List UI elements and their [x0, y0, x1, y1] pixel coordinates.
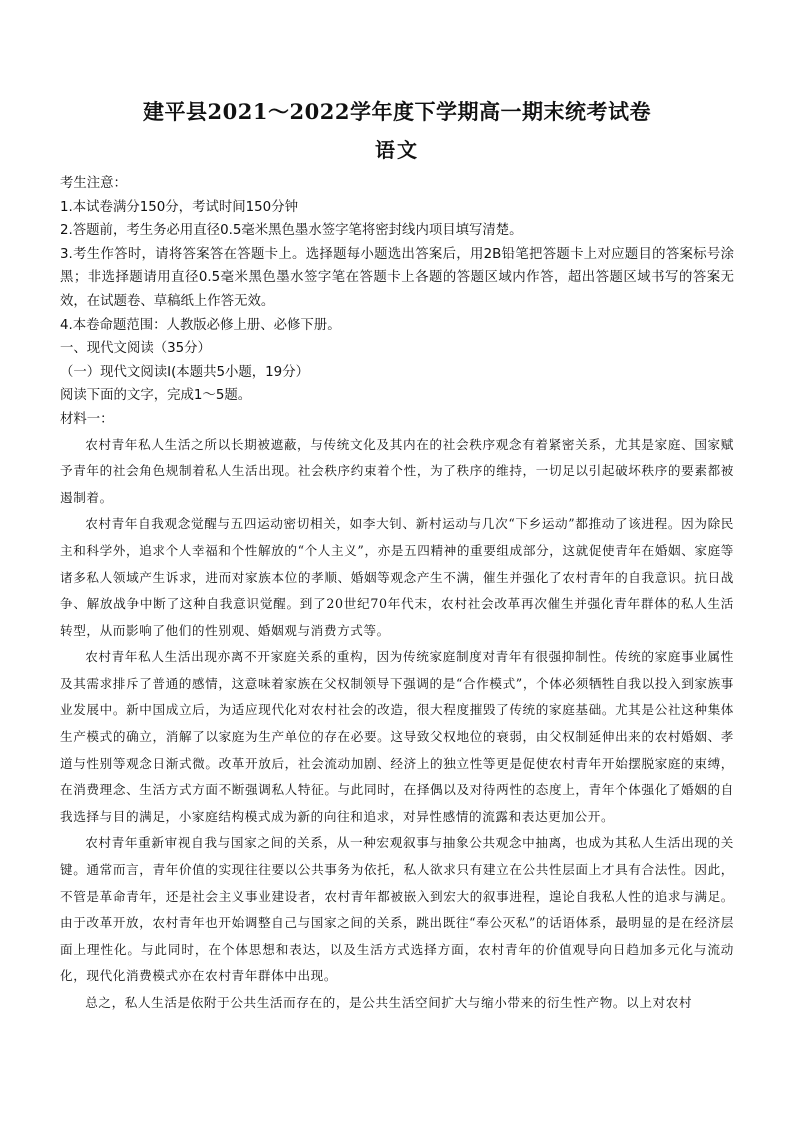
material-paragraph: 农村青年私人生活出现亦离不开家庭关系的重构，因为传统家庭制度对青年有很强抑制性。传统的家庭事业属性及其需求排斥了普通的感情，这意味着家族在父权制领导下强调的是“合作模式”，个体必须牺牲自我以投入到家族事业发展中。新中国成立后，为适应现代化对农村社会的改造，很大程度摧毁了传统的家庭基础。尤其是公社这种集体生产模式的确立，消解了以家庭为生产单位的存在必要。这导致父权地位的衰弱，由父权制延伸出来的农村婚姻、孝道与性别等观念日渐式微。改革开放后，社会流动加剧、经济上的独立性等更是促使农村青年开始摆脱家庭的束缚，在消费理念、生活方式方面不断强调私人特征。与此同时，在择偶以及对待两性的态度上，青年个体强化了婚姻的自我选择与目的满足，小家庭结构模式成为新的向往和追求，对异性感情的流露和表达更加公开。 — [60, 649, 734, 824]
section-instruction: 阅读下面的文字，完成1～5题。 — [60, 388, 252, 404]
notice-heading: 考生注意： — [60, 176, 127, 191]
reading-material — [60, 432, 734, 1017]
material-paragraph: 农村青年私人生活之所以长期被遮蔽，与传统文化及其内在的社会秩序观念有着紧密关系，尤其是家庭、国家赋予青年的社会角色规制着私人生活出现。社会秩序约束着个性，为了秩序的维持，一切足以引起破坏秩序的要素都被遏制着。 — [60, 436, 734, 505]
exam-notice — [60, 172, 734, 432]
section-subtitle: （一）现代文阅读Ⅰ(本题共5小题，19分） — [60, 364, 309, 380]
material-paragraph: 农村青年重新审视自我与国家之间的关系，从一种宏观叙事与抽象公共观念中抽离，也成为其私人生活出现的关键。通常而言，青年价值的实现往往要以公共事务为依托，私人欲求只有建立在公共性层面上才具有合法性。因此，不管是革命青年，还是社会主义事业建设者，农村青年都被嵌入到宏大的叙事进程，遑论自我私人性的追求与满足。由于改革开放，农村青年也开始调整自己与国家之间的关系，跳出既往“奉公灭私”的话语体系，最明显的是在经济层面上理性化。与此同时，在个体思想和表达，以及生活方式选择方面，农村青年的价值观导向日趋加多元化与流动化，现代化消费模式亦在农村青年群体中出现。 — [60, 835, 734, 984]
section-title: 一、现代文阅读（35分） — [60, 341, 211, 357]
notice-item-3: 3.考生作答时，请将答案答在答题卡上。选择题每小题选出答案后，用2B铅笔把答题卡上对应题目的答案标号涂黑；非选择题请用直径0.5毫米黑色墨水签字笔在答题卡上各题的答题区域内作答，超出答题区域书写的答案无效，在试题卷、草稿纸上作答无效。 — [60, 246, 734, 309]
notice-item-4: 4.本卷命题范围：人教版必修上册、必修下册。 — [60, 317, 341, 333]
material-paragraph: 总之，私人生活是依附于公共生活而存在的，是公共生活空间扩大与缩小带来的衍生性产物。以上对农村 — [85, 995, 693, 1010]
material-paragraph: 农村青年自我观念觉醒与五四运动密切相关，如李大钊、新村运动与几次“下乡运动”都推动了该进程。因为除民主和科学外，追求个人幸福和个性解放的“个人主义”，亦是五四精神的重要组成部分，这就促使青年在婚姻、家庭等诸多私人领域产生诉求，进而对家族本位的孝顺、婚姻等观念产生不满，催生并强化了农村青年的自我意识。抗日战争、解放战争中断了这种自我意识觉醒。到了20世纪70年代末，农村社会改革再次催生并强化青年群体的私人生活转型，从而影响了他们的性别观、婚姻观与消费方式等。 — [60, 516, 734, 638]
notice-item-1: 1.本试卷满分150分，考试时间150分钟 — [60, 199, 298, 215]
exam-subject: 语文 — [375, 138, 419, 162]
material-label: 材料一： — [60, 411, 114, 427]
notice-item-2: 2.答题前，考生务必用直径0.5毫米黑色墨水签字笔将密封线内项目填写清楚。 — [60, 223, 523, 239]
exam-title: 建平县2021～2022学年度下学期高一期末统考试卷 — [143, 99, 651, 124]
